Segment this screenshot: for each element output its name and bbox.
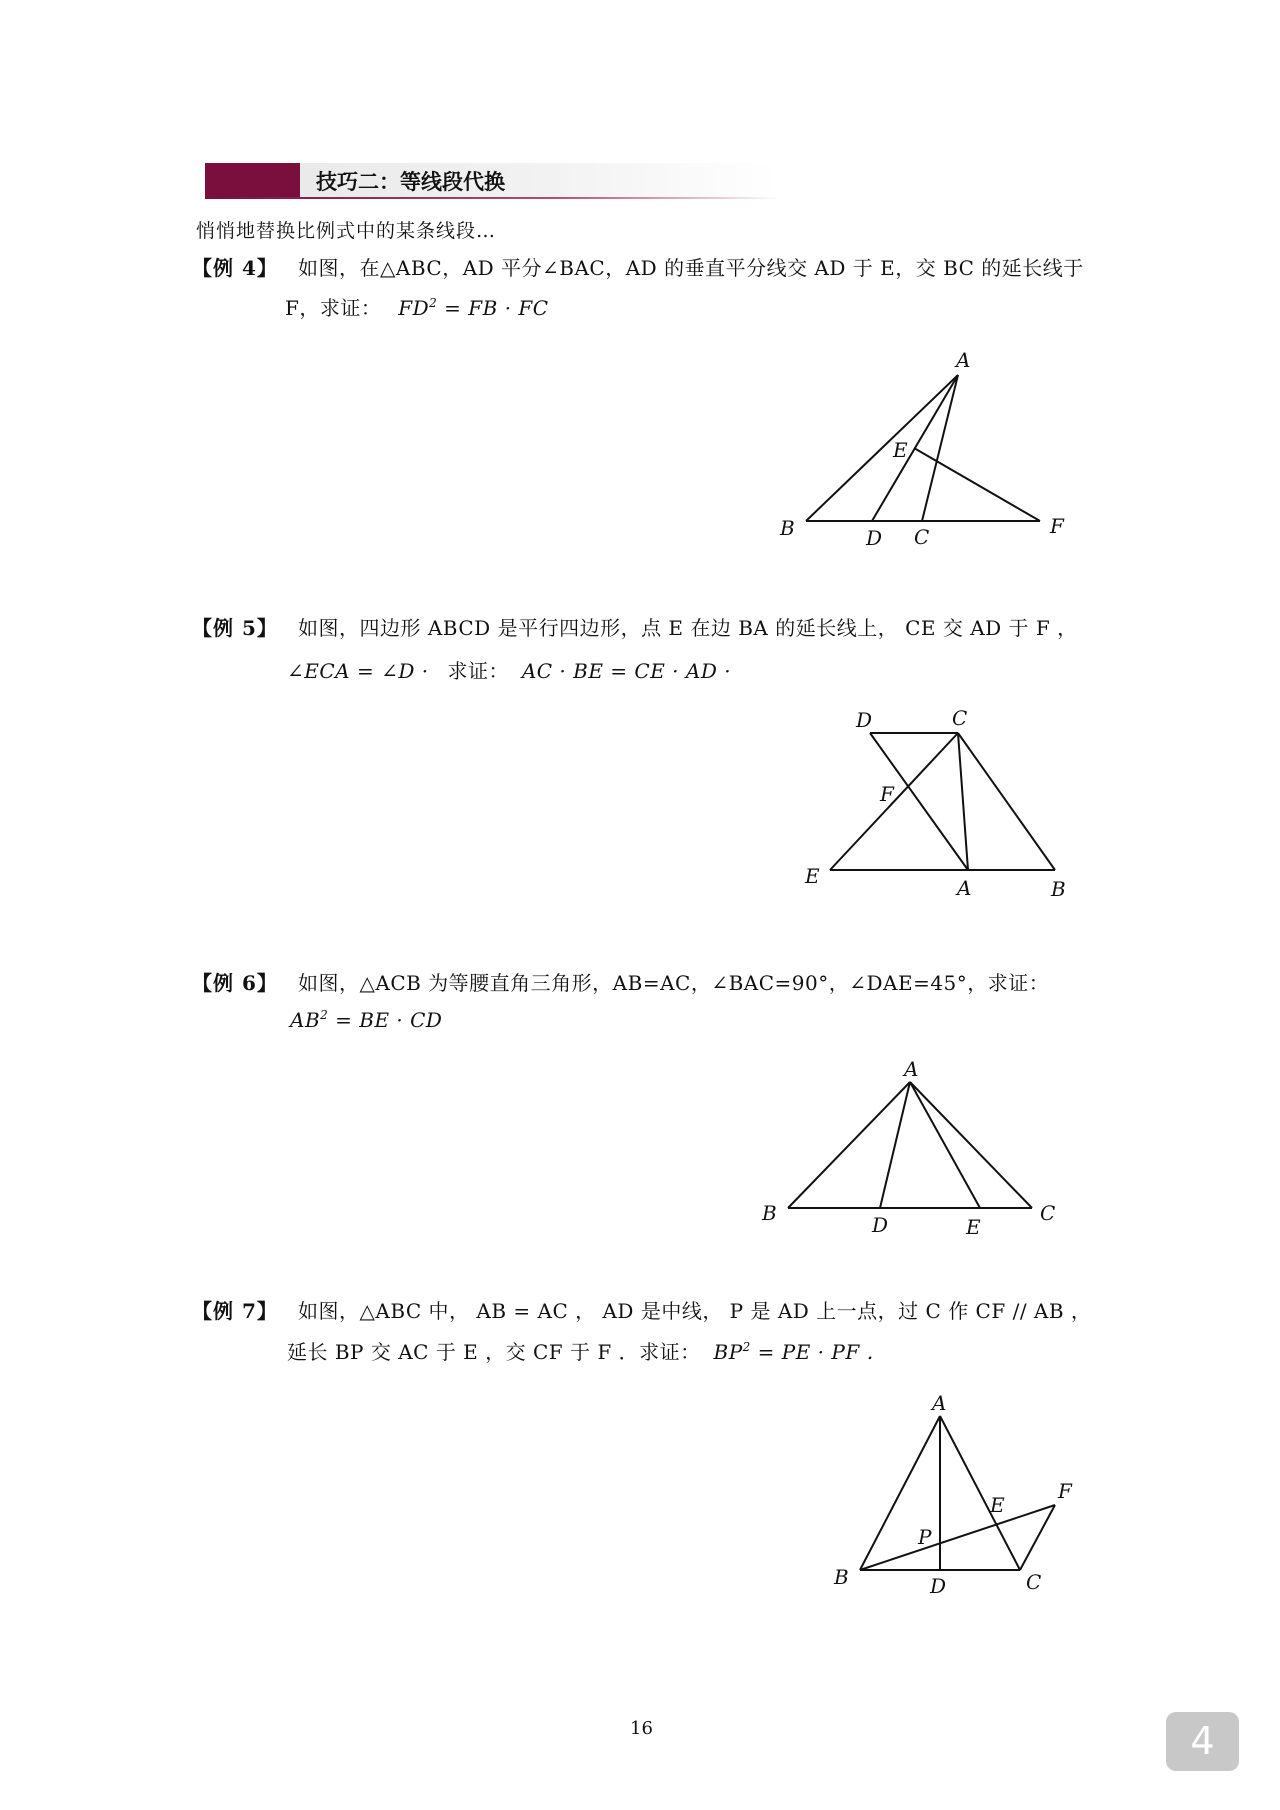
ex4-label-E: E (893, 438, 908, 462)
ex6-label-A: A (904, 1057, 919, 1081)
example-6-line1: 如图，△ACB 为等腰直角三角形，AB=AC，∠BAC=90°，∠DAE=45°，求证： (298, 971, 1050, 995)
ex5-label-C: C (952, 706, 968, 730)
ex4-label-D: D (866, 526, 883, 550)
ex4-label-C: C (914, 525, 930, 549)
ex5-label-F: F (880, 782, 894, 806)
ex5-line-CA (958, 733, 968, 870)
example-7-line1: 如图，△ABC 中， AB = AC ， AD 是中线， P 是 AD 上一点，过 C 作 CF // AB ， (298, 1299, 1092, 1323)
example-7-label: 【例 7】 (192, 1299, 278, 1323)
example-4-label: 【例 4】 (192, 256, 278, 280)
example-4-line1: 如图，在△ABC，AD 平分∠BAC，AD 的垂直平分线交 AD 于 E，交 BC 的延长线于 (298, 256, 1084, 280)
ex4-label-A: A (956, 348, 971, 372)
ex7-label-D: D (930, 1574, 947, 1598)
ex4-label-B: B (780, 516, 795, 540)
section-intro: 悄悄地替换比例式中的某条线段… (196, 220, 497, 242)
page-count-badge[interactable]: 4 (1166, 1712, 1239, 1771)
ex4-line-AC (922, 375, 958, 521)
ex5-line-CE (830, 733, 958, 870)
ex6-line-BA (788, 1082, 910, 1208)
example-5-figure (800, 706, 1080, 910)
ex4-line-BA (806, 375, 958, 521)
example-4-formula: $FD^2$ = FB · FC (398, 296, 549, 320)
page-number: 16 (630, 1718, 653, 1739)
example-6-line2 (290, 1008, 442, 1032)
ex6-line-AE (910, 1082, 980, 1208)
example-7-line2 (287, 1336, 887, 1365)
example-7-figure (830, 1390, 1090, 1600)
ex7-label-B: B (834, 1565, 849, 1589)
ex7-label-E: E (990, 1493, 1005, 1517)
example-5-line1: 如图，四边形 ABCD 是平行四边形，点 E 在边 BA 的延长线上， CE 交 AD 于 F ， (298, 616, 1078, 640)
example-6-formula: $AB^2$ = BE · CD (290, 1008, 443, 1032)
ex4-label-F: F (1050, 514, 1064, 538)
ex4-line-EF (914, 448, 1040, 521)
example-5-formula: AC · BE = CE · AD · (521, 659, 732, 683)
example-4-figure (780, 345, 1080, 550)
ex5-label-E: E (805, 864, 820, 888)
ex6-label-B: B (762, 1201, 777, 1225)
ex7-label-C: C (1026, 1570, 1042, 1594)
example-4-line2 (285, 292, 549, 321)
ex6-line-AC (910, 1082, 1032, 1208)
example-5-prove: 求证： (447, 659, 509, 683)
ex7-line-AC (940, 1416, 1020, 1570)
ex5-label-D: D (856, 708, 873, 732)
example-5-line2 (287, 655, 731, 684)
ex5-line-CB (958, 733, 1055, 870)
ex7-label-A: A (932, 1391, 947, 1415)
ex7-label-P: P (918, 1525, 932, 1549)
example-6-label: 【例 6】 (192, 971, 278, 995)
section-header-accent (205, 163, 300, 199)
ex7-label-F: F (1058, 1479, 1072, 1503)
ex6-label-E: E (966, 1215, 981, 1239)
ex5-label-A: A (957, 876, 972, 900)
example-6-figure (760, 1057, 1060, 1245)
section-title: 技巧二：等线段代换 (316, 170, 505, 194)
example-4-prefix: F，求证： (285, 296, 382, 320)
ex6-label-C: C (1040, 1201, 1056, 1225)
example-5-label: 【例 5】 (192, 616, 278, 640)
example-7-prefix: 延长 BP 交 AC 于 E ，交 CF 于 F ．求证： (287, 1340, 701, 1364)
ex5-label-B: B (1051, 877, 1066, 901)
example-7-formula: $BP^2$ = PE · PF ． (713, 1340, 888, 1364)
ex6-label-D: D (872, 1213, 889, 1237)
ex6-line-AD (880, 1082, 910, 1208)
example-5-condition: ∠ECA = ∠D · (287, 659, 429, 683)
section-header-underline (205, 197, 780, 199)
